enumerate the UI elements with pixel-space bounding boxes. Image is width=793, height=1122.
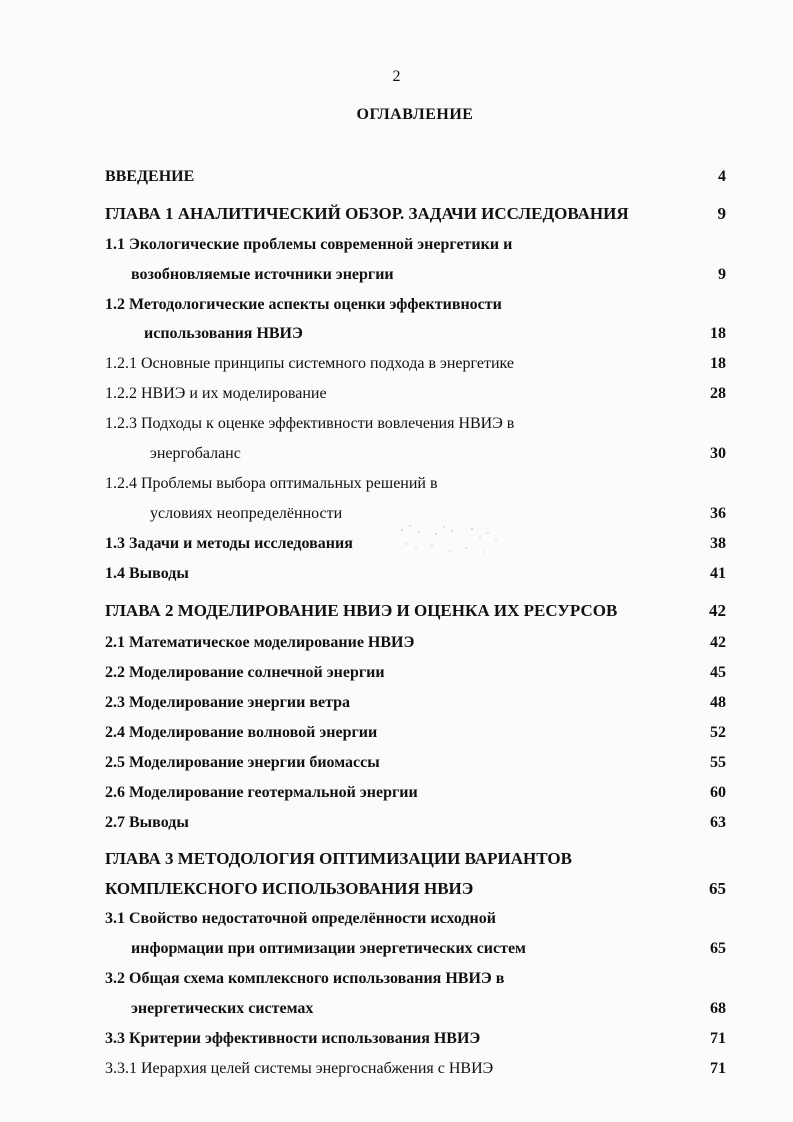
toc-entry-title: информации при оптимизации энергетических систем [131, 940, 526, 957]
toc-entry [0, 234, 793, 256]
toc-entry-page: 63 [710, 814, 726, 831]
toc-entry-title: ГЛАВА 2 МОДЕЛИРОВАНИЕ НВИЭ И ОЦЕНКА ИХ РЕСУРСОВ [105, 601, 618, 620]
toc-entry-title: 2.1 Математическое моделирование НВИЭ [105, 634, 415, 651]
toc-entry [0, 473, 793, 495]
toc-entry [0, 443, 793, 465]
toc-entry-title: 1.2.4 Проблемы выбора оптимальных решений в [105, 475, 438, 492]
toc-entry-page: 30 [710, 445, 726, 462]
toc-heading: ОГЛАВЛЕНИЕ [356, 106, 474, 123]
toc-entry-title: условиях неопределённости [150, 505, 343, 522]
toc-entry [0, 600, 793, 622]
toc-entry-title: 3.1 Свойство недостаточной определённости исходной [105, 910, 496, 927]
toc-entry-title: 1.1 Экологические проблемы современной энергетики и [105, 236, 513, 253]
toc-entry [0, 752, 793, 774]
toc-entry-title: возобновляемые источники энергии [131, 266, 394, 283]
toc-entry-page: 68 [710, 1000, 726, 1017]
toc-entry-page: 28 [710, 385, 726, 402]
toc-entry-title: энергетических системах [131, 1000, 314, 1017]
toc-entry-title: 3.2 Общая схема комплексного использования НВИЭ в [105, 970, 505, 987]
page-number: 2 [392, 68, 401, 85]
toc-entry-title: 2.6 Моделирование геотермальной энергии [105, 784, 418, 801]
toc-entry [0, 166, 793, 188]
toc-entry-title: ГЛАВА 1 АНАЛИТИЧЕСКИЙ ОБЗОР. ЗАДАЧИ ИССЛЕДОВАНИЯ [105, 204, 629, 223]
toc-entry-title: 3.3 Критерии эффективности использования НВИЭ [105, 1030, 481, 1047]
toc-entry-page: 9 [717, 204, 726, 223]
toc-entry [0, 632, 793, 654]
toc-entry-title: 1.3 Задачи и методы исследования [105, 535, 353, 552]
toc-entry-page: 36 [710, 505, 726, 522]
toc-entry-title: 1.2 Методологические аспекты оценки эффективности [105, 296, 502, 313]
scan-noise-speckle [392, 518, 512, 568]
toc-entry-page: 55 [710, 754, 726, 771]
toc-entry-title: 1.2.1 Основные принципы системного подхода в энергетике [105, 355, 515, 372]
toc-entry-title: 1.4 Выводы [105, 565, 189, 582]
toc-entry-title: 2.5 Моделирование энергии биомассы [105, 754, 380, 771]
toc-entry-title: 1.2.3 Подходы к оценке эффективности вовлечения НВИЭ в [105, 415, 515, 432]
toc-entry-page: 48 [710, 694, 726, 711]
toc-entry-page: 60 [710, 784, 726, 801]
toc-entry [0, 1058, 793, 1080]
toc-entry-page: 65 [709, 879, 726, 898]
toc-entry [0, 662, 793, 684]
toc-entry-title: 1.2.2 НВИЭ и их моделирование [105, 385, 327, 402]
toc-entry-page: 71 [710, 1060, 726, 1077]
toc-entry [0, 1028, 793, 1050]
toc-entry [0, 938, 793, 960]
toc-entry [0, 383, 793, 405]
toc-entry-title: 2.7 Выводы [105, 814, 189, 831]
toc-entry-title: 2.3 Моделирование энергии ветра [105, 694, 351, 711]
toc-entry-page: 9 [718, 266, 726, 283]
toc-entry-page: 45 [710, 664, 726, 681]
toc-entry-title: 3.3.1 Иерархия целей системы энергоснабжения с НВИЭ [105, 1060, 494, 1077]
toc-entry-page: 42 [709, 601, 726, 620]
toc-entry-title: ВВЕДЕНИЕ [105, 168, 195, 185]
toc-entry [0, 998, 793, 1020]
toc-entry [0, 692, 793, 714]
toc-entry [0, 908, 793, 930]
toc-entry [0, 413, 793, 435]
toc-entry-title: 2.2 Моделирование солнечной энергии [105, 664, 385, 681]
toc-entry-page: 18 [710, 355, 726, 372]
toc-entry [0, 848, 793, 870]
toc-entry-page: 18 [710, 325, 726, 342]
toc-entry [0, 323, 793, 345]
toc-entry-page: 71 [710, 1030, 726, 1047]
toc-entry-title: КОМПЛЕКСНОГО ИСПОЛЬЗОВАНИЯ НВИЭ [105, 879, 474, 898]
toc-entry-page: 41 [710, 565, 726, 582]
toc-entry [0, 722, 793, 744]
toc-entry [0, 968, 793, 990]
toc-entry [0, 264, 793, 286]
toc-entry-title: использования НВИЭ [144, 325, 303, 342]
toc-entry-title: 2.4 Моделирование волновой энергии [105, 724, 378, 741]
toc-entry-page: 4 [718, 168, 726, 185]
toc-entry-page: 42 [710, 634, 726, 651]
toc-entry [0, 294, 793, 316]
toc-entry [0, 782, 793, 804]
toc-entry-page: 65 [710, 940, 726, 957]
toc-entry-title: энергобаланс [150, 445, 241, 462]
toc-entry [0, 878, 793, 900]
toc-entry [0, 203, 793, 225]
toc-entry-page: 38 [710, 535, 726, 552]
toc-entry-title: ГЛАВА 3 МЕТОДОЛОГИЯ ОПТИМИЗАЦИИ ВАРИАНТОВ [105, 849, 572, 868]
toc-entry [0, 812, 793, 834]
toc-entry [0, 353, 793, 375]
toc-entry-page: 52 [710, 724, 726, 741]
